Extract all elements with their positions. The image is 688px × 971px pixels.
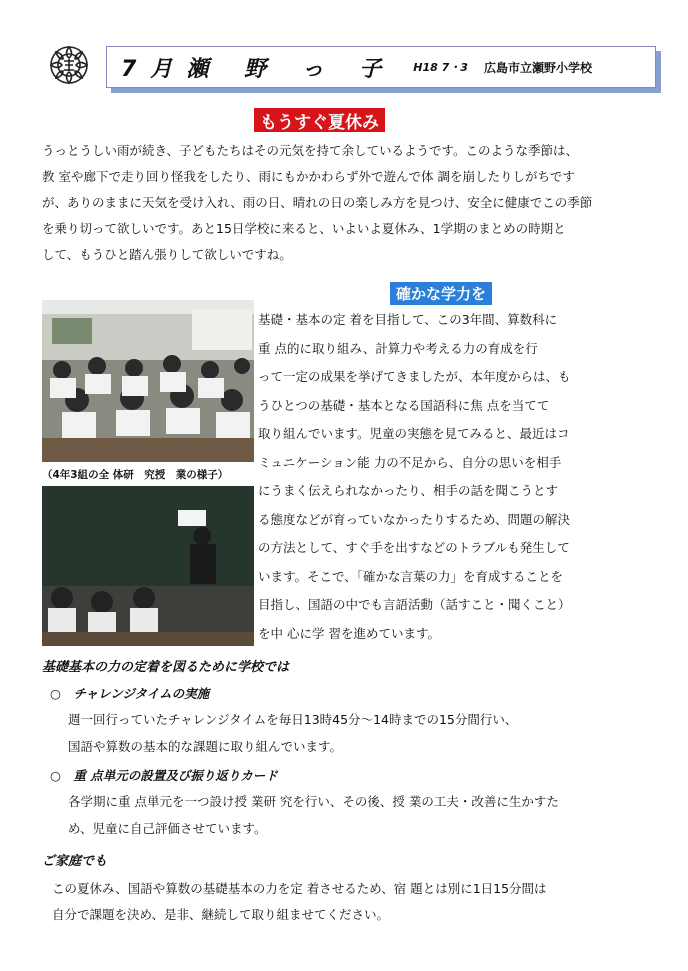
paragraph-line: うひとつの基礎・基本となる国語科に焦 点を当てて bbox=[258, 397, 550, 413]
paragraph-line: の方法として、すぐ手を出すなどのトラブルも発生して bbox=[258, 540, 570, 555]
bullet-focus-unit: ○ 重 点単元の設置及び振り返りカード bbox=[50, 768, 278, 783]
paragraph-line: る態度などが育っていなかったりするため、問題の解決 bbox=[258, 511, 571, 527]
intro-line: して、もうひと踏ん張りして欲しいですね。 bbox=[42, 247, 292, 262]
paragraph-line: 自分で課題を決め、是非、継続して取り組ませてください。 bbox=[52, 907, 390, 922]
intro-line: うっとうしい雨が続き、子どもたちはその元気を持て余しているようです。このような季節は、 bbox=[42, 143, 579, 158]
section-title: 確かな学力を bbox=[390, 282, 492, 305]
challenge-time-text bbox=[68, 706, 517, 760]
intro-line: 教 室や廊下で走り回り怪我をしたり、雨にもかかわらず外で遊んで体 調を崩したりしがちです bbox=[42, 169, 575, 184]
bullet-challenge-time: ○ チャレンジタイムの実施 bbox=[50, 686, 210, 701]
school-name: 広島市立瀬野小学校 bbox=[483, 60, 592, 75]
home-text bbox=[52, 876, 547, 928]
teacher-photo bbox=[42, 486, 254, 646]
paragraph-line: って一定の成果を挙げてきましたが、本年度からは、も bbox=[258, 369, 571, 384]
paragraph-line: 目指し、国語の中でも言語活動（話すこと・聞くこと） bbox=[258, 597, 571, 612]
home-heading: ご家庭でも bbox=[42, 854, 108, 869]
paragraph-line: にうまく伝えられなかったり、相手の話を聞こうとす bbox=[258, 483, 559, 498]
paragraph-line: ミュニケーション能 力の不足から、自分の思いを相手 bbox=[258, 454, 562, 470]
header-banner bbox=[106, 46, 656, 88]
academic-ability-paragraph bbox=[258, 306, 658, 648]
paragraph-line: この夏休み、国語や算数の基礎基本の力を定 着させるため、宿 題とは別に1日15分間は bbox=[52, 881, 547, 896]
paragraph-line: 取り組んでいます。児童の実態を見てみると、最近はコ bbox=[258, 426, 570, 441]
paragraph-line: め、児童に自己評価させています。 bbox=[68, 821, 267, 836]
classroom-photo bbox=[42, 300, 254, 462]
paragraph-line: 国語や算数の基本的な課題に取り組んでいます。 bbox=[68, 739, 343, 754]
paragraph-line: 重 点的に取り組み、計算力や考える力の育成を行 bbox=[258, 340, 538, 356]
school-emblem-icon bbox=[48, 44, 90, 86]
photo-caption: （4年3組の全 体研 究授 業の様子） bbox=[42, 469, 229, 481]
headline: もうすぐ夏休み bbox=[254, 108, 385, 132]
paragraph-line: 基礎・基本の定 着を目指して、この3年間、算数科に bbox=[258, 312, 558, 327]
focus-unit-text bbox=[68, 788, 559, 842]
issue-date: H18 7・3 bbox=[413, 61, 468, 74]
paragraph-line: 週一回行っていたチャレンジタイムを毎日13時45分〜14時までの15分間行い、 bbox=[68, 712, 518, 727]
intro-paragraph bbox=[42, 138, 662, 268]
intro-line: を乗り切って欲しいです。あと15日学校に来ると、いよいよ夏休み、1学期のまとめの時期と bbox=[42, 221, 566, 236]
paragraph-line: 各学期に重 点単元を一つ設け授 業研 究を行い、その後、授 業の工夫・改善に生かすた bbox=[68, 794, 559, 809]
school-measures-heading: 基礎基本の力の定着を図るために学校では bbox=[42, 660, 290, 675]
newsletter-title: 7月瀬 野 っ 子 bbox=[121, 56, 396, 82]
paragraph-line: います。そこで、「確かな言葉の力」を育成することを bbox=[258, 568, 564, 584]
paragraph-line: を中 心に学 習を進めています。 bbox=[258, 625, 440, 641]
intro-line: が、ありのままに天気を受け入れ、雨の日、晴れの日の楽しみ方を見つけ、安全に健康でこの季節 bbox=[42, 195, 593, 210]
